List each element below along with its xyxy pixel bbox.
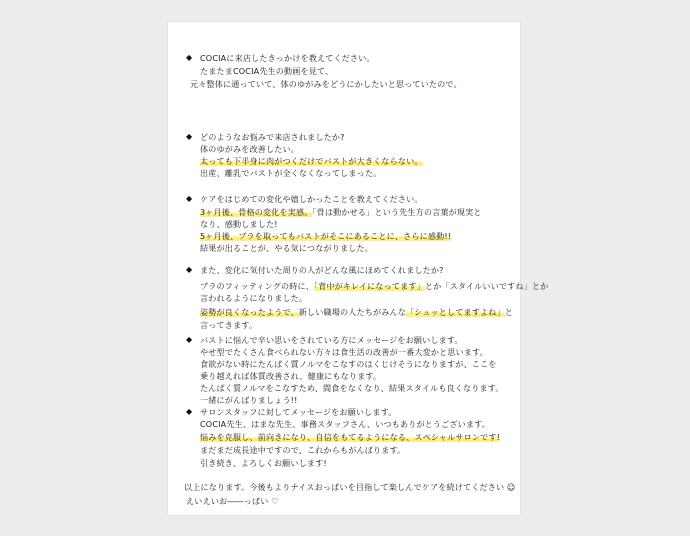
question-4: また、変化に気付いた周りの人がどんな風にほめてくれましたか?: [200, 265, 444, 275]
bullet-diamond-icon: ◆: [186, 53, 193, 62]
highlighted-text: 「シュッとしてますよね」: [405, 307, 505, 317]
question-2: どのようなお悩みで来店されましたか?: [200, 132, 345, 142]
bullet-diamond-icon: ◆: [186, 407, 193, 416]
highlighted-text: 太っても下半身に肉がつくだけでバストが大きくならない。: [200, 156, 423, 166]
answer-6-4: 引き続き、よろしくお願いします!: [200, 458, 327, 468]
answer-4-1: [200, 281, 548, 291]
answer-5-5: 一緒にがんばりましょう!!: [200, 395, 298, 405]
answer-6-3: まだまだ成長途中ですので、これからもがんばります。: [200, 445, 406, 455]
highlighted-text: 「背中がキレイになってます」: [313, 281, 425, 291]
answer-1-1: たまたまCOCIA先生の動画を見て、: [200, 66, 334, 76]
answer-2-1: 体のゆがみを改善したい。: [200, 144, 299, 154]
highlighted-text: 5ヶ月後、ブラを取ってもバストがそこにあることに、さらに感動!!: [200, 231, 452, 241]
answer-4-3: [200, 307, 513, 317]
answer-1-2: 元々整体に通っていて、体のゆがみをどうにかしたいと思っていたので。: [190, 79, 462, 89]
signature: えいえいお――っぱい ♡: [186, 496, 279, 506]
answer-3-2: なり、感動しました!: [200, 219, 278, 229]
bullet-diamond-icon: ◆: [186, 335, 193, 344]
bullet-diamond-icon: ◆: [186, 265, 193, 274]
answer-6-1: COCIA先生、はまな先生、事務スタッフさん、いつもありがとうございます。: [200, 419, 490, 429]
answer-3-1: [200, 207, 482, 217]
highlighted-text: 3ヶ月後、骨格の変化を実感。: [200, 207, 313, 217]
answer-5-2: 食欲がない時にたんぱく質ノルマをこなすのはくじけそうになりますが、ここを: [200, 359, 497, 369]
answer-4-3-end: と: [504, 307, 513, 317]
answer-5-3: 乗り越えれば体質改善され、健康にもなります。: [200, 371, 382, 381]
question-3: ケアをはじめての変化や嬉しかったことを教えてください。: [200, 194, 423, 204]
highlighted-text: 姿勢が良くなったようで、: [200, 307, 299, 317]
closing-message: 以上になります。今後もよりナイスおっぱいを目指して楽しんでケアを続けてください ☺: [184, 482, 516, 492]
highlighted-text: 悩みを克服し、前向きになり、自信をもてるようになる、スペシャルサロンです!: [200, 432, 501, 442]
bullet-diamond-icon: ◆: [186, 194, 193, 203]
answer-4-3-tail: 新しい職場の人たちがみんな: [298, 307, 406, 317]
answer-4-2: 言われるようになりました。: [200, 293, 308, 303]
survey-sheet: [168, 22, 549, 515]
bullet-diamond-icon: ◆: [186, 132, 193, 141]
answer-4-1-lead: ブラのフィッティングの時に、: [200, 281, 314, 291]
question-6: サロンスタッフに対してメッセージをお願いします。: [200, 407, 397, 417]
answer-2-3: 出産、離乳でバストが全くなくなってしまった。: [200, 168, 382, 178]
answer-3-3: [200, 231, 451, 241]
answer-3-4: 結果が出ることが、やる気につながりました。: [200, 243, 373, 253]
question-1: COCIAに来店したきっかけを教えてください。: [200, 53, 375, 63]
answer-3-1-tail: 「骨は動かせる」という先生方の言葉が現実と: [312, 207, 482, 217]
answer-2-2: [200, 156, 423, 166]
question-5: バストに悩んで辛い思いをされている方にメッセージをお願いします。: [200, 335, 463, 345]
answer-5-1: やせ型でたくさん食べられない方々は食生活の改善が一番大変かと思います。: [200, 347, 488, 357]
answer-4-4: 言ってきます。: [200, 320, 258, 330]
answer-4-1-tail: とか「スタイルいいですね」とか: [424, 281, 549, 291]
answer-6-2: [200, 432, 500, 442]
answer-5-4: たんぱく質ノルマをこなすため、間食をなくなり、結果スタイルも良くなります。: [200, 383, 504, 393]
